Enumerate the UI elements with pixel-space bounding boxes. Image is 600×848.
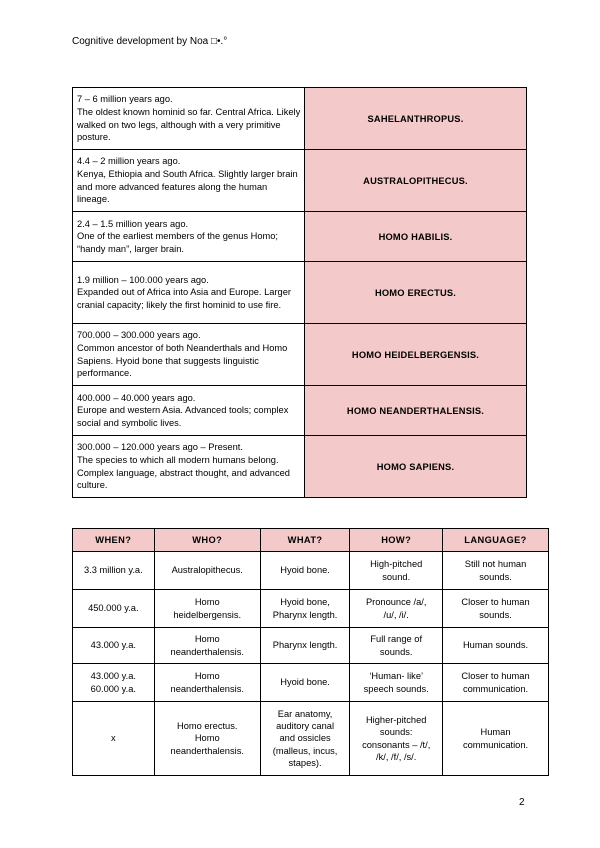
cell-line: 3.3 million y.a. <box>83 565 143 576</box>
hominid-description-cell <box>73 212 305 262</box>
hominid-description-cell <box>73 150 305 212</box>
hominid-row <box>73 324 527 386</box>
hominid-row <box>73 150 527 212</box>
hominid-name: HOMO SAPIENS. <box>305 436 527 498</box>
hominid-description-cell <box>73 436 305 498</box>
cell-line: 43.000 y.a. <box>90 640 136 651</box>
cell-line: /u/, /i/. <box>383 609 409 620</box>
hominid-name: HOMO HABILIS. <box>305 212 527 262</box>
cell-line: neanderthalensis. <box>170 646 244 657</box>
cell-language <box>443 552 549 590</box>
hominid-description-cell <box>73 262 305 324</box>
column-header: WHAT? <box>260 529 350 552</box>
hominid-description: Europe and western Asia. Advanced tools; complex social and symbolic lives. <box>77 405 289 428</box>
cell-line: Closer to human <box>461 597 530 608</box>
hominid-name: SAHELANTHROPUS. <box>305 88 527 150</box>
cell-line: neanderthalensis. <box>170 745 244 756</box>
cell-how <box>350 664 443 702</box>
cell-what <box>260 552 350 590</box>
hominid-row <box>73 386 527 436</box>
cell-line: Hyoid bone. <box>280 677 330 688</box>
cell-what <box>260 628 350 664</box>
cell-line: Pronounce /a/, <box>365 597 427 608</box>
table-row <box>73 664 549 702</box>
cell-line: sounds. <box>479 571 512 582</box>
cell-line: 450.000 y.a. <box>88 603 139 614</box>
cell-line: Pharynx length. <box>272 640 338 651</box>
cell-line: communication. <box>462 683 529 694</box>
cell-line: auditory canal <box>276 721 335 732</box>
cell-when <box>73 702 155 776</box>
language-evolution-table <box>72 528 549 776</box>
cell-language <box>443 628 549 664</box>
hominid-name: HOMO ERECTUS. <box>305 262 527 324</box>
cell-line: Human sounds. <box>462 640 529 651</box>
hominid-description: Expanded out of Africa into Asia and Europe. Larger cranial capacity; likely the first hominid to use fire. <box>77 287 291 310</box>
cell-line: Higher-pitched <box>365 715 427 726</box>
cell-line: 43.000 y.a. <box>90 671 136 682</box>
column-header: HOW? <box>350 529 443 552</box>
table-row <box>73 590 549 628</box>
cell-how <box>350 628 443 664</box>
cell-when <box>73 664 155 702</box>
hominid-description: One of the earliest members of the genus Homo; “handy man”, larger brain. <box>77 231 279 254</box>
cell-who <box>154 590 260 628</box>
hominid-row <box>73 262 527 324</box>
hominid-name: HOMO HEIDELBERGENSIS. <box>305 324 527 386</box>
hominid-description: The oldest known hominid so far. Central Africa. Likely walked on two legs, although with a very primitive posture. <box>77 106 301 143</box>
hominid-period: 700.000 – 300.000 years ago. <box>77 330 201 341</box>
cell-line: 60.000 y.a. <box>90 683 136 694</box>
cell-language <box>443 664 549 702</box>
column-header: WHEN? <box>73 529 155 552</box>
cell-line: sounds. <box>479 609 512 620</box>
hominid-name: AUSTRALOPITHECUS. <box>305 150 527 212</box>
hominid-period: 1.9 million – 100.000 years ago. <box>77 274 209 285</box>
hominid-description-cell <box>73 324 305 386</box>
cell-who <box>154 664 260 702</box>
cell-when <box>73 590 155 628</box>
cell-what <box>260 664 350 702</box>
cell-how <box>350 702 443 776</box>
hominid-description: Common ancestor of both Neanderthals and Homo Sapiens. Hyoid bone that suggests linguistic performance. <box>77 342 288 379</box>
cell-line: Homo erectus. <box>177 721 238 732</box>
cell-line: Homo <box>194 733 220 744</box>
cell-line: sounds. <box>379 646 413 657</box>
table-row <box>73 552 549 590</box>
cell-how <box>350 552 443 590</box>
cell-line: neanderthalensis. <box>170 683 244 694</box>
cell-line: High-pitched <box>370 559 423 570</box>
cell-line: Ear anatomy, <box>277 708 333 719</box>
table-header-row <box>73 529 549 552</box>
hominid-row <box>73 88 527 150</box>
cell-line: Homo <box>194 634 220 645</box>
hominid-row <box>73 436 527 498</box>
cell-language <box>443 702 549 776</box>
cell-line: stapes). <box>288 757 322 768</box>
hominid-row <box>73 212 527 262</box>
hominid-period: 300.000 – 120.000 years ago – Present. <box>77 442 243 453</box>
cell-who <box>154 552 260 590</box>
cell-line: Hyoid bone. <box>280 565 330 576</box>
hominid-description: Kenya, Ethiopia and South Africa. Slightly larger brain and more advanced features along the human lineage. <box>77 168 298 205</box>
cell-line: and ossicles <box>279 733 331 744</box>
hominid-description-cell <box>73 386 305 436</box>
hominid-period: 2.4 – 1.5 million years ago. <box>77 218 189 229</box>
cell-line: consonants – /t/, <box>362 739 431 750</box>
cell-line: x <box>110 733 116 744</box>
table-row <box>73 628 549 664</box>
cell-when <box>73 552 155 590</box>
column-header: WHO? <box>154 529 260 552</box>
cell-who <box>154 628 260 664</box>
hominid-period: 7 – 6 million years ago. <box>77 94 173 105</box>
cell-line: /k/, /f/, /s/. <box>376 751 417 762</box>
hominid-period: 4.4 – 2 million years ago. <box>77 156 181 167</box>
cell-line: speech sounds. <box>363 683 429 694</box>
cell-what <box>260 590 350 628</box>
cell-who <box>154 702 260 776</box>
document-header: Cognitive development by Noa □•.° <box>72 36 228 47</box>
cell-line: communication. <box>462 739 529 750</box>
cell-line: heidelbergensis. <box>173 609 242 620</box>
cell-line: Australopithecus. <box>171 565 243 576</box>
cell-line: Homo <box>194 671 220 682</box>
cell-line: ‘Human- like’ <box>369 671 424 682</box>
cell-line: Hyoid bone, <box>280 597 330 608</box>
cell-when <box>73 628 155 664</box>
cell-how <box>350 590 443 628</box>
cell-line: Pharynx length. <box>272 609 338 620</box>
hominid-description-cell <box>73 88 305 150</box>
cell-line: sounds: <box>379 727 413 738</box>
column-header: LANGUAGE? <box>443 529 549 552</box>
cell-line: Homo <box>194 597 220 608</box>
page-number: 2 <box>519 797 525 808</box>
cell-line: sound. <box>382 571 411 582</box>
cell-line: Human <box>480 727 511 738</box>
cell-line: Full range of <box>370 634 423 645</box>
cell-what <box>260 702 350 776</box>
cell-language <box>443 590 549 628</box>
hominid-name: HOMO NEANDERTHALENSIS. <box>305 386 527 436</box>
hominid-period: 400.000 – 40.000 years ago. <box>77 392 196 403</box>
hominid-timeline-table <box>72 87 527 498</box>
cell-line: Still not human <box>464 559 527 570</box>
table-row <box>73 702 549 776</box>
cell-line: Closer to human <box>461 671 530 682</box>
cell-line: (malleus, incus, <box>272 745 338 756</box>
hominid-description: The species to which all modern humans belong. Complex language, abstract thought, and advanced culture. <box>77 454 290 491</box>
